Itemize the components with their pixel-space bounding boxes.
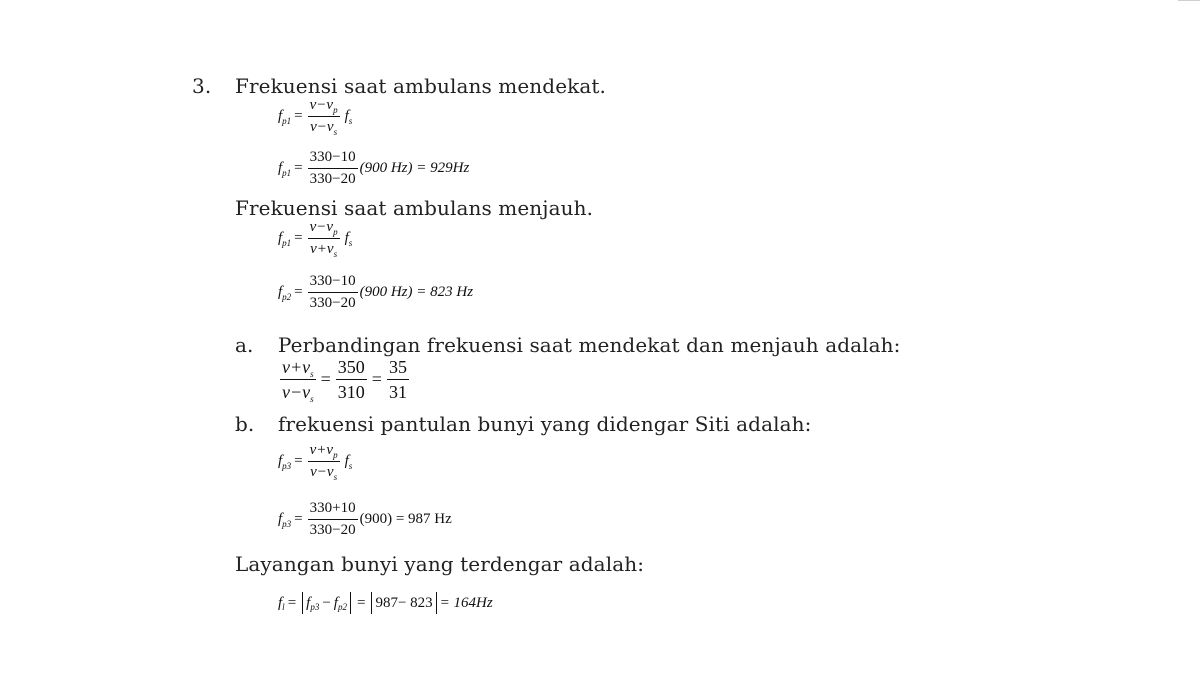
eq1-num: v−v: [309, 97, 334, 113]
eq6-lhs-sub: p3: [282, 460, 292, 471]
item-a-marker: a.: [235, 333, 254, 357]
eq8-b: f: [333, 594, 338, 611]
eq2-lhs-sub: p1: [282, 167, 292, 178]
equation-fp2-numeric: f p2 = $\frac{330-10}{330-20}$ (900 Hz) = 823 Hz: [278, 273, 474, 311]
approach-heading: Frekuensi saat ambulans mendekat.: [235, 74, 606, 98]
eq4-fraction: [308, 274, 358, 311]
equation-frequency-ratio: $\frac{v+v_s}{v-v_s}$ = $\frac{350}{310}$ = $\frac{35}{31}$: [282, 357, 407, 404]
eq8-result: = 164Hz: [439, 594, 493, 611]
eq3-num: v−v: [309, 219, 334, 235]
eq3-fraction: [308, 220, 340, 257]
eq4-lhs: f: [278, 284, 283, 300]
equation-fp1-numeric: f p1 = $\frac{330-10}{330-20}$ (900 Hz) = 929Hz: [278, 149, 470, 187]
abs-bar-left: [302, 592, 303, 614]
eq2-den: 330−20: [309, 171, 356, 187]
eq1-tail-sub: s: [348, 115, 353, 126]
recede-heading: Frekuensi saat ambulans menjauh.: [235, 196, 594, 220]
eq2-result: (900 Hz) = 929Hz: [359, 160, 470, 176]
eq3-lhs-sub: p1: [282, 237, 292, 248]
eq1-fraction: [308, 98, 340, 135]
eq6-den: v−v: [310, 464, 334, 480]
eq1-lhs-sub: p1: [282, 115, 292, 126]
eq1-den-sub: s: [333, 127, 338, 137]
eq8-lhs: f: [278, 594, 283, 611]
eq6-lhs: f: [278, 453, 283, 469]
eq6-tail: f: [344, 453, 349, 469]
top-right-divider: [1178, 0, 1200, 1]
abs-bar-right: [350, 592, 351, 614]
eq8-lhs-sub: l: [282, 602, 285, 612]
eq3-num-sub: p: [333, 227, 338, 237]
eq8-a: f: [306, 594, 311, 611]
eq4-result: (900 Hz) = 823 Hz: [359, 284, 474, 300]
eq1-num-sub: p: [333, 105, 338, 115]
eq1-den: v−v: [310, 119, 334, 135]
beat-heading: Layangan bunyi yang terdengar adalah:: [235, 552, 645, 576]
eq8-minus: −: [322, 594, 331, 611]
eq5-fraction-35-31: [387, 358, 409, 401]
eq5-num: v+v: [282, 357, 311, 377]
eq5-f3-num: 35: [387, 358, 409, 380]
eq4-lhs-sub: p2: [282, 291, 292, 302]
eq7-fraction: [308, 501, 358, 538]
eq3-den: v+v: [310, 241, 334, 257]
eq5-f2-den: 310: [337, 382, 365, 402]
eq5-fraction-350-310: [336, 358, 367, 401]
eq4-den: 330−20: [309, 295, 356, 311]
eq4-num: 330−10: [308, 274, 358, 293]
eq7-den: 330−20: [309, 522, 356, 538]
eq8-b-sub: p2: [337, 602, 347, 612]
eq6-den-sub: s: [333, 472, 338, 482]
equation-fp3-numeric: f p3 = $\frac{330+10}{330-20}$ (900) = 987 Hz: [278, 500, 452, 538]
eq5-num-sub: s: [310, 369, 314, 379]
eq3-tail: f: [344, 230, 349, 246]
eq5-fraction-symbolic: [280, 357, 316, 404]
eq6-fraction: [308, 443, 340, 480]
equation-fp3-symbolic: f p3 = $\frac{v+v_p}{v-v_s}$ f s: [278, 442, 353, 482]
item-b-text: frekuensi pantulan bunyi yang didengar Siti adalah:: [278, 412, 812, 436]
eq2-num: 330−10: [308, 150, 358, 169]
eq5-den: v−v: [282, 382, 311, 402]
eq8-a-sub: p3: [310, 602, 320, 612]
problem-number: 3.: [192, 74, 212, 98]
eq5-den-sub: s: [310, 394, 314, 404]
eq6-num-sub: p: [333, 450, 338, 460]
item-a-text: Perbandingan frekuensi saat mendekat dan menjauh adalah:: [278, 333, 901, 357]
equation-fp1-symbolic: f p1 = $\frac{v-v_p}{v-v_s}$ f s: [278, 97, 353, 137]
eq6-tail-sub: s: [348, 460, 353, 471]
eq1-tail: f: [344, 108, 349, 124]
eq5-f2-num: 350: [336, 358, 367, 380]
eq2-fraction: [308, 150, 358, 187]
eq8-mid: 987− 823: [375, 594, 433, 611]
eq6-num: v+v: [309, 442, 334, 458]
eq1-lhs: f: [278, 108, 283, 124]
eq7-result: (900) = 987 Hz: [359, 511, 452, 527]
eq3-tail-sub: s: [348, 237, 353, 248]
eq3-lhs: f: [278, 230, 283, 246]
equation-fp-recede-symbolic: f p1 = $\frac{v-v_p}{v+v_s}$ f s: [278, 219, 353, 259]
eq2-lhs: f: [278, 160, 283, 176]
eq5-f3-den: 31: [388, 382, 407, 402]
item-b-marker: b.: [235, 412, 255, 436]
eq7-lhs-sub: p3: [282, 518, 292, 529]
eq7-lhs: f: [278, 511, 283, 527]
abs-bar-left-2: [371, 592, 372, 614]
abs-bar-right-2: [436, 592, 437, 614]
eq3-den-sub: s: [333, 249, 338, 259]
eq7-num: 330+10: [308, 501, 358, 520]
equation-beat-frequency: f l = f p3 − f p2 = 987− 823 = 164Hz: [278, 592, 493, 614]
